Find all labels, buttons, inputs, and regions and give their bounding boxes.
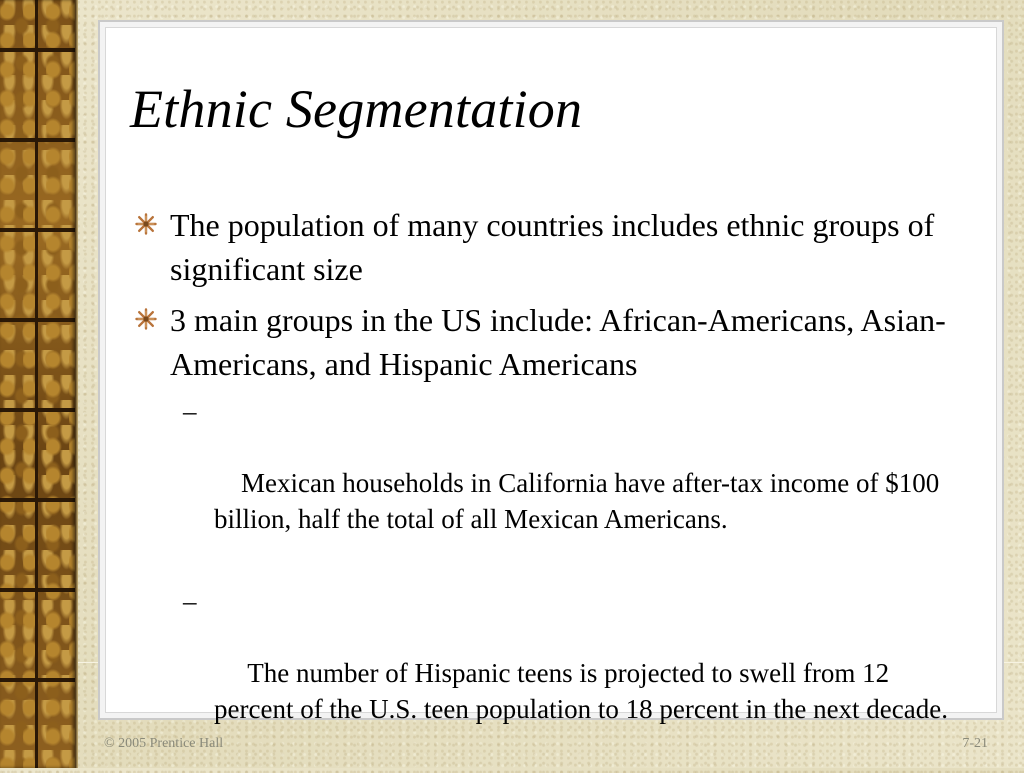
sub-bullet-text: The number of Hispanic teens is projected to swell from 12 percent of the U.S. teen population to 18 percent in the next decade. <box>214 658 948 724</box>
bullet-text: 3 main groups in the US include: African-Americans, Asian-Americans, and Hispanic Americans <box>170 302 946 382</box>
slide-body <box>130 203 970 773</box>
footer-page-number: 7-21 <box>962 736 988 751</box>
dash-marker: – <box>183 396 197 426</box>
dash-marker: – <box>183 586 197 616</box>
decorative-wood-strip <box>0 0 75 768</box>
strip-edge <box>75 0 78 768</box>
sub-bullet-item <box>130 583 970 763</box>
starburst-bullet-icon <box>135 308 157 330</box>
sub-bullet-item <box>130 393 970 573</box>
footer-copyright: © 2005 Prentice Hall <box>104 736 224 751</box>
starburst-bullet-icon <box>135 213 157 235</box>
bullet-text: The population of many countries includes ethnic groups of significant size <box>170 207 935 287</box>
bullet-item <box>130 298 970 386</box>
sub-bullet-text: Mexican households in California have after-tax income of $100 billion, half the total of all Mexican Americans. <box>214 468 946 534</box>
slide-title: Ethnic Segmentation <box>130 79 583 139</box>
bullet-item <box>130 203 970 291</box>
